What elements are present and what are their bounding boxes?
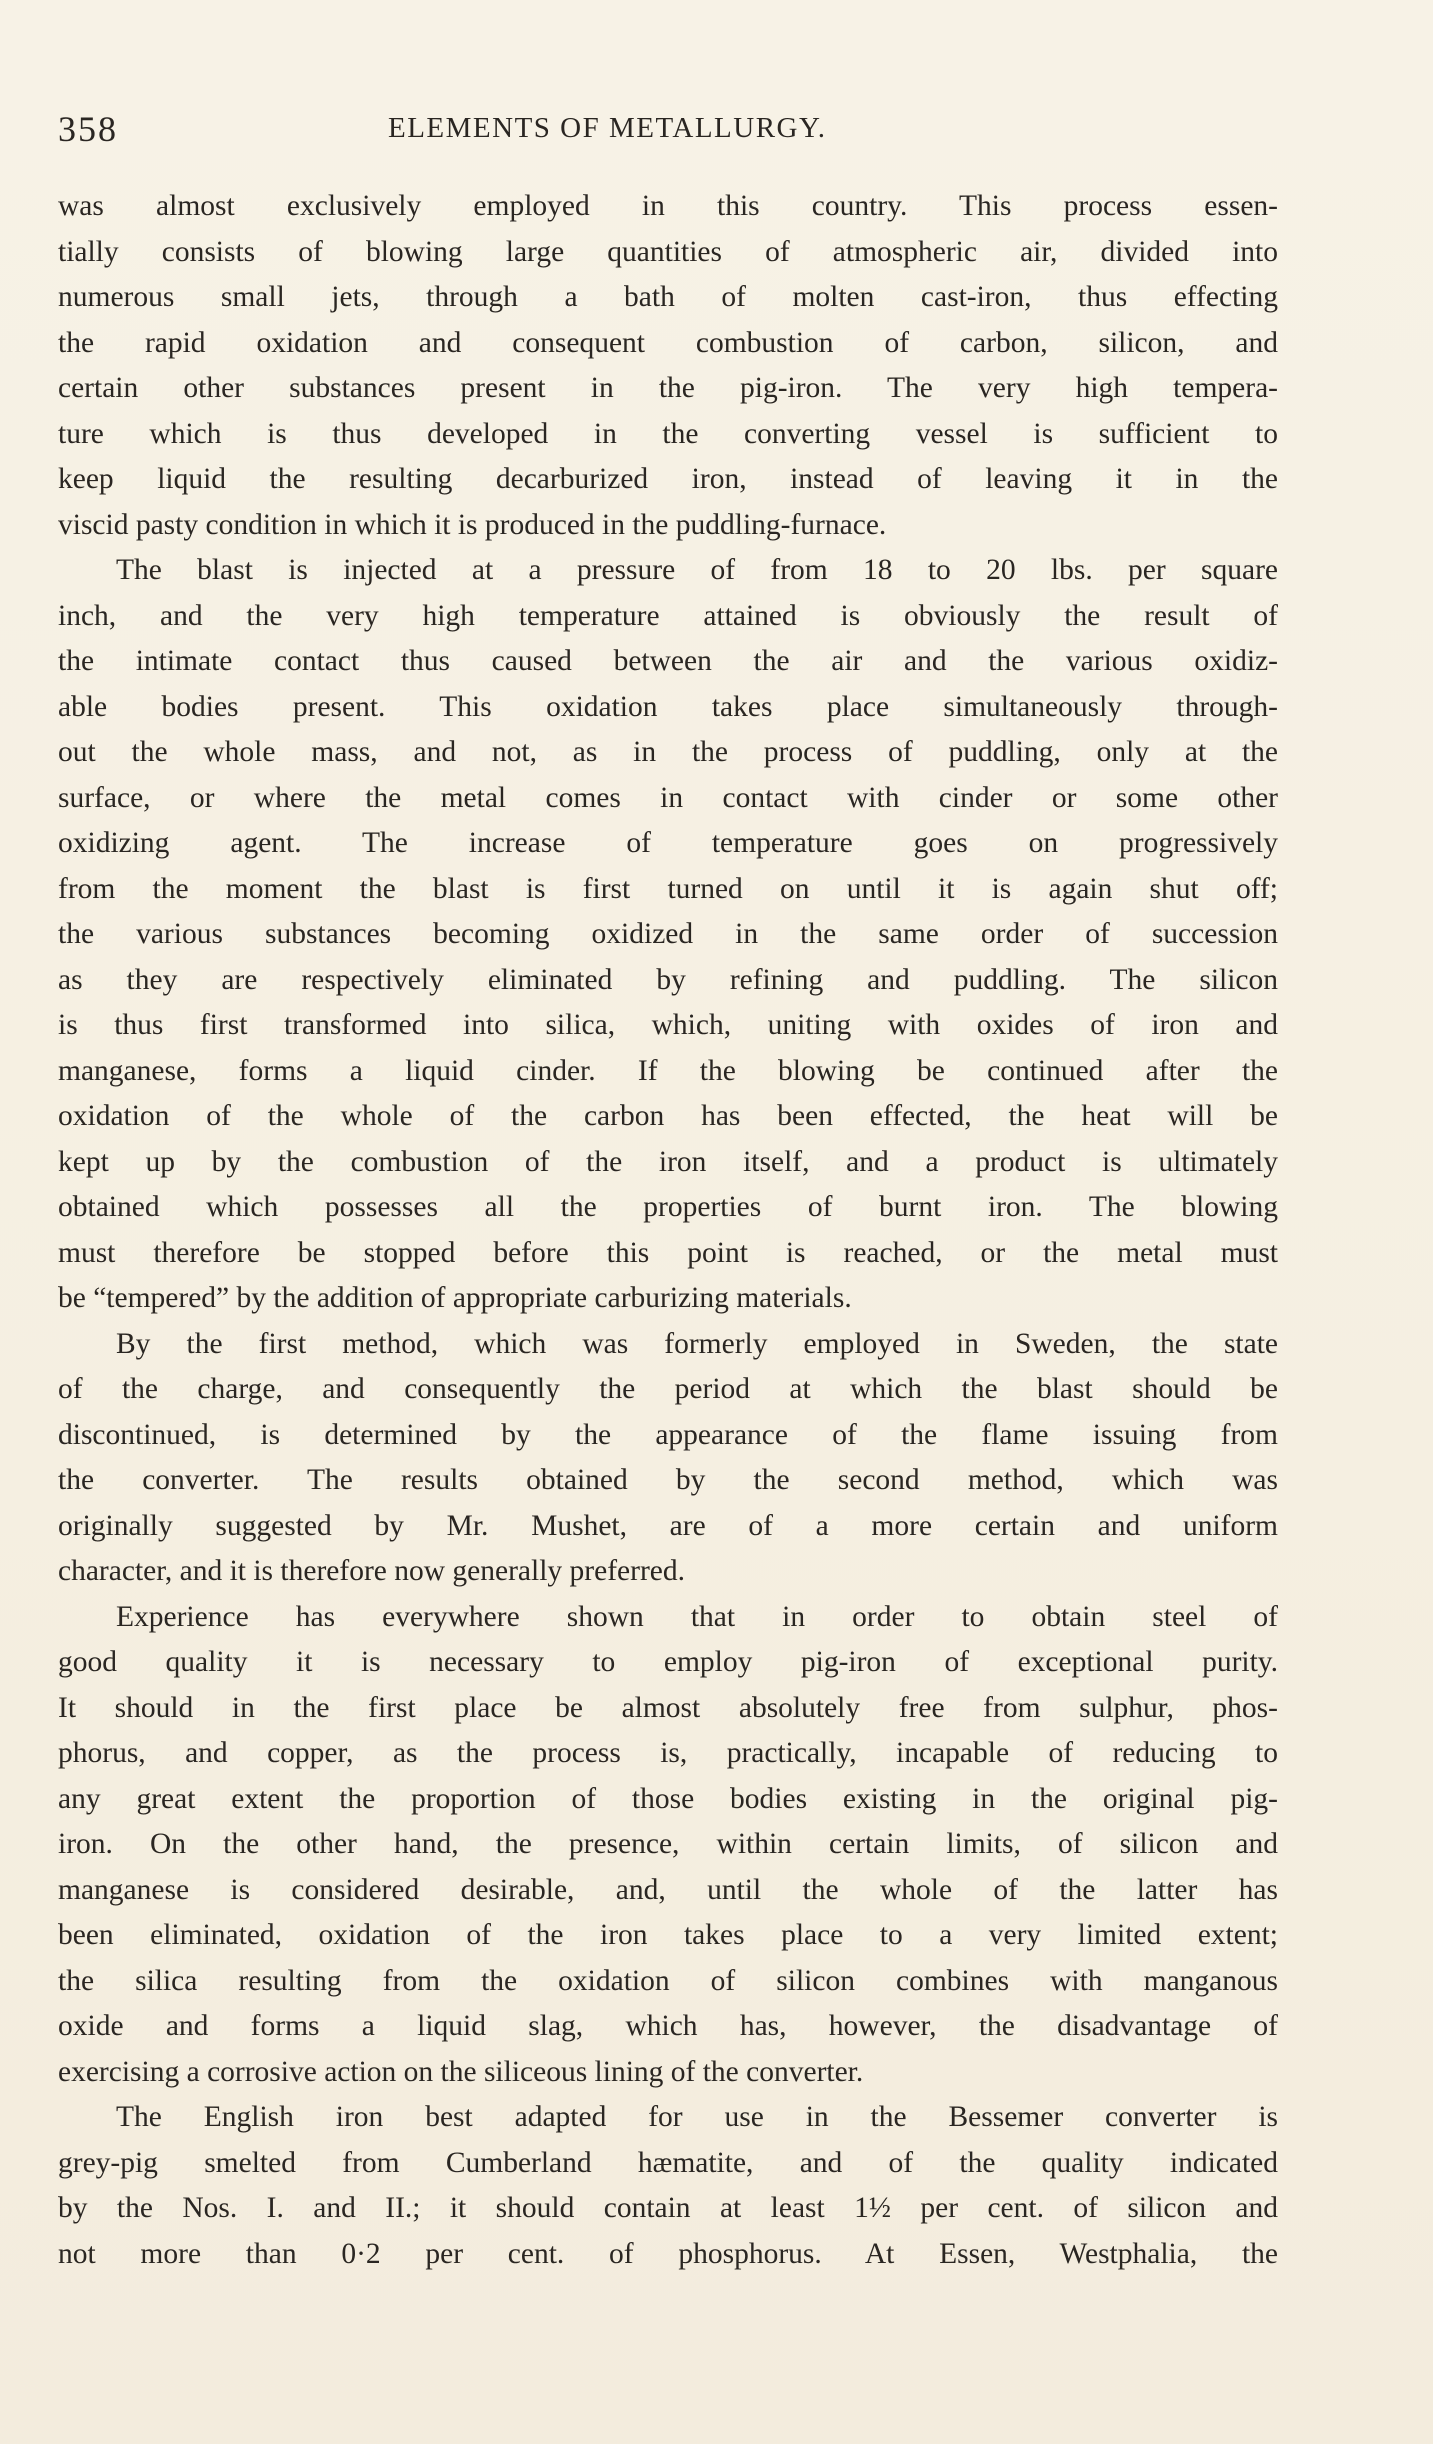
text-line: phorus, and copper, as the process is, practically, incapable of reducing to — [58, 1737, 1278, 1769]
text-line: the silica resulting from the oxidation of silicon combines with manganous — [58, 1964, 1278, 1997]
text-line: not more than 0·2 per cent. of phosphorus. At Essen, Westphalia, the — [58, 2237, 1278, 2270]
text-line: any great extent the proportion of those bodies existing in the original pig- — [58, 1782, 1278, 1815]
text-line: of the charge, and consequently the period at which the blast should be — [58, 1373, 1278, 1405]
text-line: been eliminated, oxidation of the iron takes place to a very limited extent; — [58, 1919, 1278, 1951]
text-line: viscid pasty condition in which it is produced in the puddling-furnace. — [58, 508, 887, 541]
text-line: from the moment the blast is first turned on until it is again shut off; — [58, 872, 1278, 905]
text-line: was almost exclusively employed in this country. This process essen- — [58, 190, 1278, 222]
text-line: iron. On the other hand, the presence, within certain limits, of silicon and — [58, 1828, 1278, 1860]
text-line: By the first method, which was formerly employed in Sweden, the state — [116, 1327, 1278, 1360]
text-line: character, and it is therefore now generally preferred. — [58, 1555, 685, 1587]
text-line: must therefore be stopped before this point is reached, or the metal must — [58, 1236, 1278, 1269]
text-line: manganese, forms a liquid cinder. If the blowing be continued after the — [58, 1054, 1278, 1087]
text-line: oxidation of the whole of the carbon has been effected, the heat will be — [58, 1100, 1278, 1132]
text-line: obtained which possesses all the properties of burnt iron. The blowing — [58, 1191, 1278, 1223]
text-line: the converter. The results obtained by the second method, which was — [58, 1464, 1278, 1496]
text-line: the various substances becoming oxidized in the same order of succession — [58, 918, 1278, 950]
running-title: ELEMENTS OF METALLURGY. — [388, 112, 827, 144]
text-line: is thus first transformed into silica, which, uniting with oxides of iron and — [58, 1009, 1278, 1041]
text-line: numerous small jets, through a bath of molten cast-iron, thus effecting — [58, 281, 1278, 313]
text-line: the intimate contact thus caused between the air and the various oxidiz- — [58, 645, 1278, 677]
text-line: originally suggested by Mr. Mushet, are of a more certain and uniform — [58, 1509, 1278, 1542]
text-line: by the Nos. I. and II.; it should contain at least 1½ per cent. of silicon and — [58, 2192, 1278, 2224]
body-text — [58, 184, 1278, 2277]
text-line: ture which is thus developed in the converting vessel is sufficient to — [58, 417, 1278, 450]
text-line: keep liquid the resulting decarburized iron, instead of leaving it in the — [58, 463, 1278, 495]
text-line: manganese is considered desirable, and, until the whole of the latter has — [58, 1873, 1278, 1906]
text-line: The English iron best adapted for use in the Bessemer converter is — [116, 2101, 1278, 2133]
text-line: The blast is injected at a pressure of from 18 to 20 lbs. per square — [116, 554, 1278, 586]
text-line: out the whole mass, and not, as in the process of puddling, only at the — [58, 736, 1278, 768]
text-line: as they are respectively eliminated by refining and puddling. The silicon — [58, 963, 1278, 996]
text-line: inch, and the very high temperature attained is obviously the result of — [58, 599, 1278, 632]
text-line: grey-pig smelted from Cumberland hæmatite, and of the quality indicated — [58, 2146, 1278, 2179]
page-header — [58, 108, 1278, 158]
text-line: surface, or where the metal comes in contact with cinder or some other — [58, 781, 1278, 814]
text-line: good quality it is necessary to employ pig-iron of exceptional purity. — [58, 1646, 1278, 1678]
text-line: Experience has everywhere shown that in order to obtain steel of — [116, 1600, 1278, 1633]
page-number: 358 — [58, 109, 118, 149]
text-line: discontinued, is determined by the appearance of the flame issuing from — [58, 1418, 1278, 1451]
text-line: certain other substances present in the pig-iron. The very high tempera- — [58, 372, 1278, 404]
text-line: tially consists of blowing large quantities of atmospheric air, divided into — [58, 235, 1278, 268]
text-line: oxide and forms a liquid slag, which has, however, the disadvantage of — [58, 2010, 1278, 2042]
text-line: oxidizing agent. The increase of temperature goes on progressively — [58, 827, 1278, 859]
text-line: It should in the first place be almost absolutely free from sulphur, phos- — [58, 1691, 1278, 1724]
text-line: the rapid oxidation and consequent combustion of carbon, silicon, and — [58, 326, 1278, 359]
text-line: able bodies present. This oxidation takes place simultaneously through- — [58, 690, 1278, 723]
text-line: be “tempered” by the addition of appropriate carburizing materials. — [58, 1282, 852, 1314]
text-line: kept up by the combustion of the iron itself, and a product is ultimately — [58, 1145, 1278, 1178]
text-line: exercising a corrosive action on the siliceous lining of the converter. — [58, 2055, 864, 2088]
